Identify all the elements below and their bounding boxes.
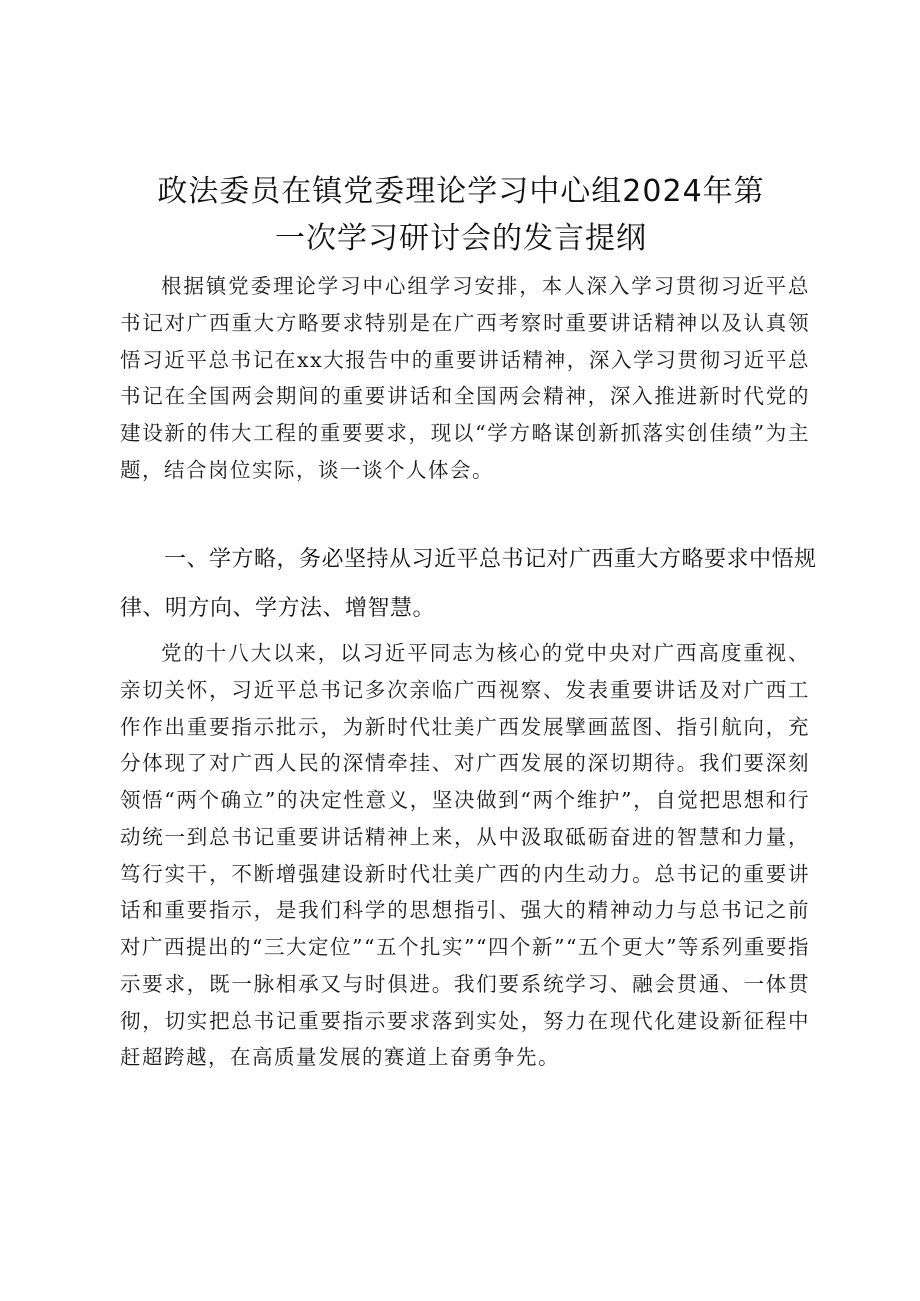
title-line-2: 一次学习研讨会的发言提纲 bbox=[275, 221, 647, 256]
section-1-paragraph: 党的十八大以来，以习近平同志为核心的党中央对广西高度重视、亲切关怀，习近平总书记多次亲临广西视察、发表重要讲话及对广西工作作出重要指示批示，为新时代壮美广西发展擘画蓝图、指引航向，充分体现了对广西人民的深情牵挂、对广西发展的深切期待。我们要深刻领悟“两个确立”的决定性意义，坚决做到“两个维护”，自觉把思想和行动统一到总书记重要讲话精神上来，从中汲取砥砺奋进的智慧和力量，笃行实干，不断增强建设新时代壮美广西的内生动力。总书记的重要讲话和重要指示，是我们科学的思想指引、强大的精神动力与总书记之前对广西提出的“三大定位”“五个扎实”“四个新”“五个更大”等系列重要指示要求，既一脉相承又与时俱进。我们要系统学习、融会贯通、一体贯彻，切实把总书记重要指示要求落到实处，努力在现代化建设新征程中赶超跨越，在高质量发展的赛道上奋勇争先。 bbox=[120, 641, 810, 1070]
intro-paragraph: 根据镇党委理论学习中心组学习安排，本人深入学习贯彻习近平总书记对广西重大方略要求特别是在广西考察时重要讲话精神以及认真领悟习近平总书记在xx大报告中的重要讲话精神，深入学习贯彻习近平总书记在全国两会期间的重要讲话和全国两会精神，深入推进新时代党的建设新的伟大工程的重要要求，现以“学方略谋创新抓落实创佳绩”为主题，结合岗位实际，谈一谈个人体会。 bbox=[120, 274, 810, 482]
document-title bbox=[120, 168, 802, 262]
title-line-1: 政法委员在镇党委理论学习中心组2024年第 bbox=[157, 174, 765, 209]
section-1-heading: 一、学方略，务必坚持从习近平总书记对广西重大方略要求中悟规律、明方向、学方法、增智慧。 bbox=[120, 547, 817, 621]
